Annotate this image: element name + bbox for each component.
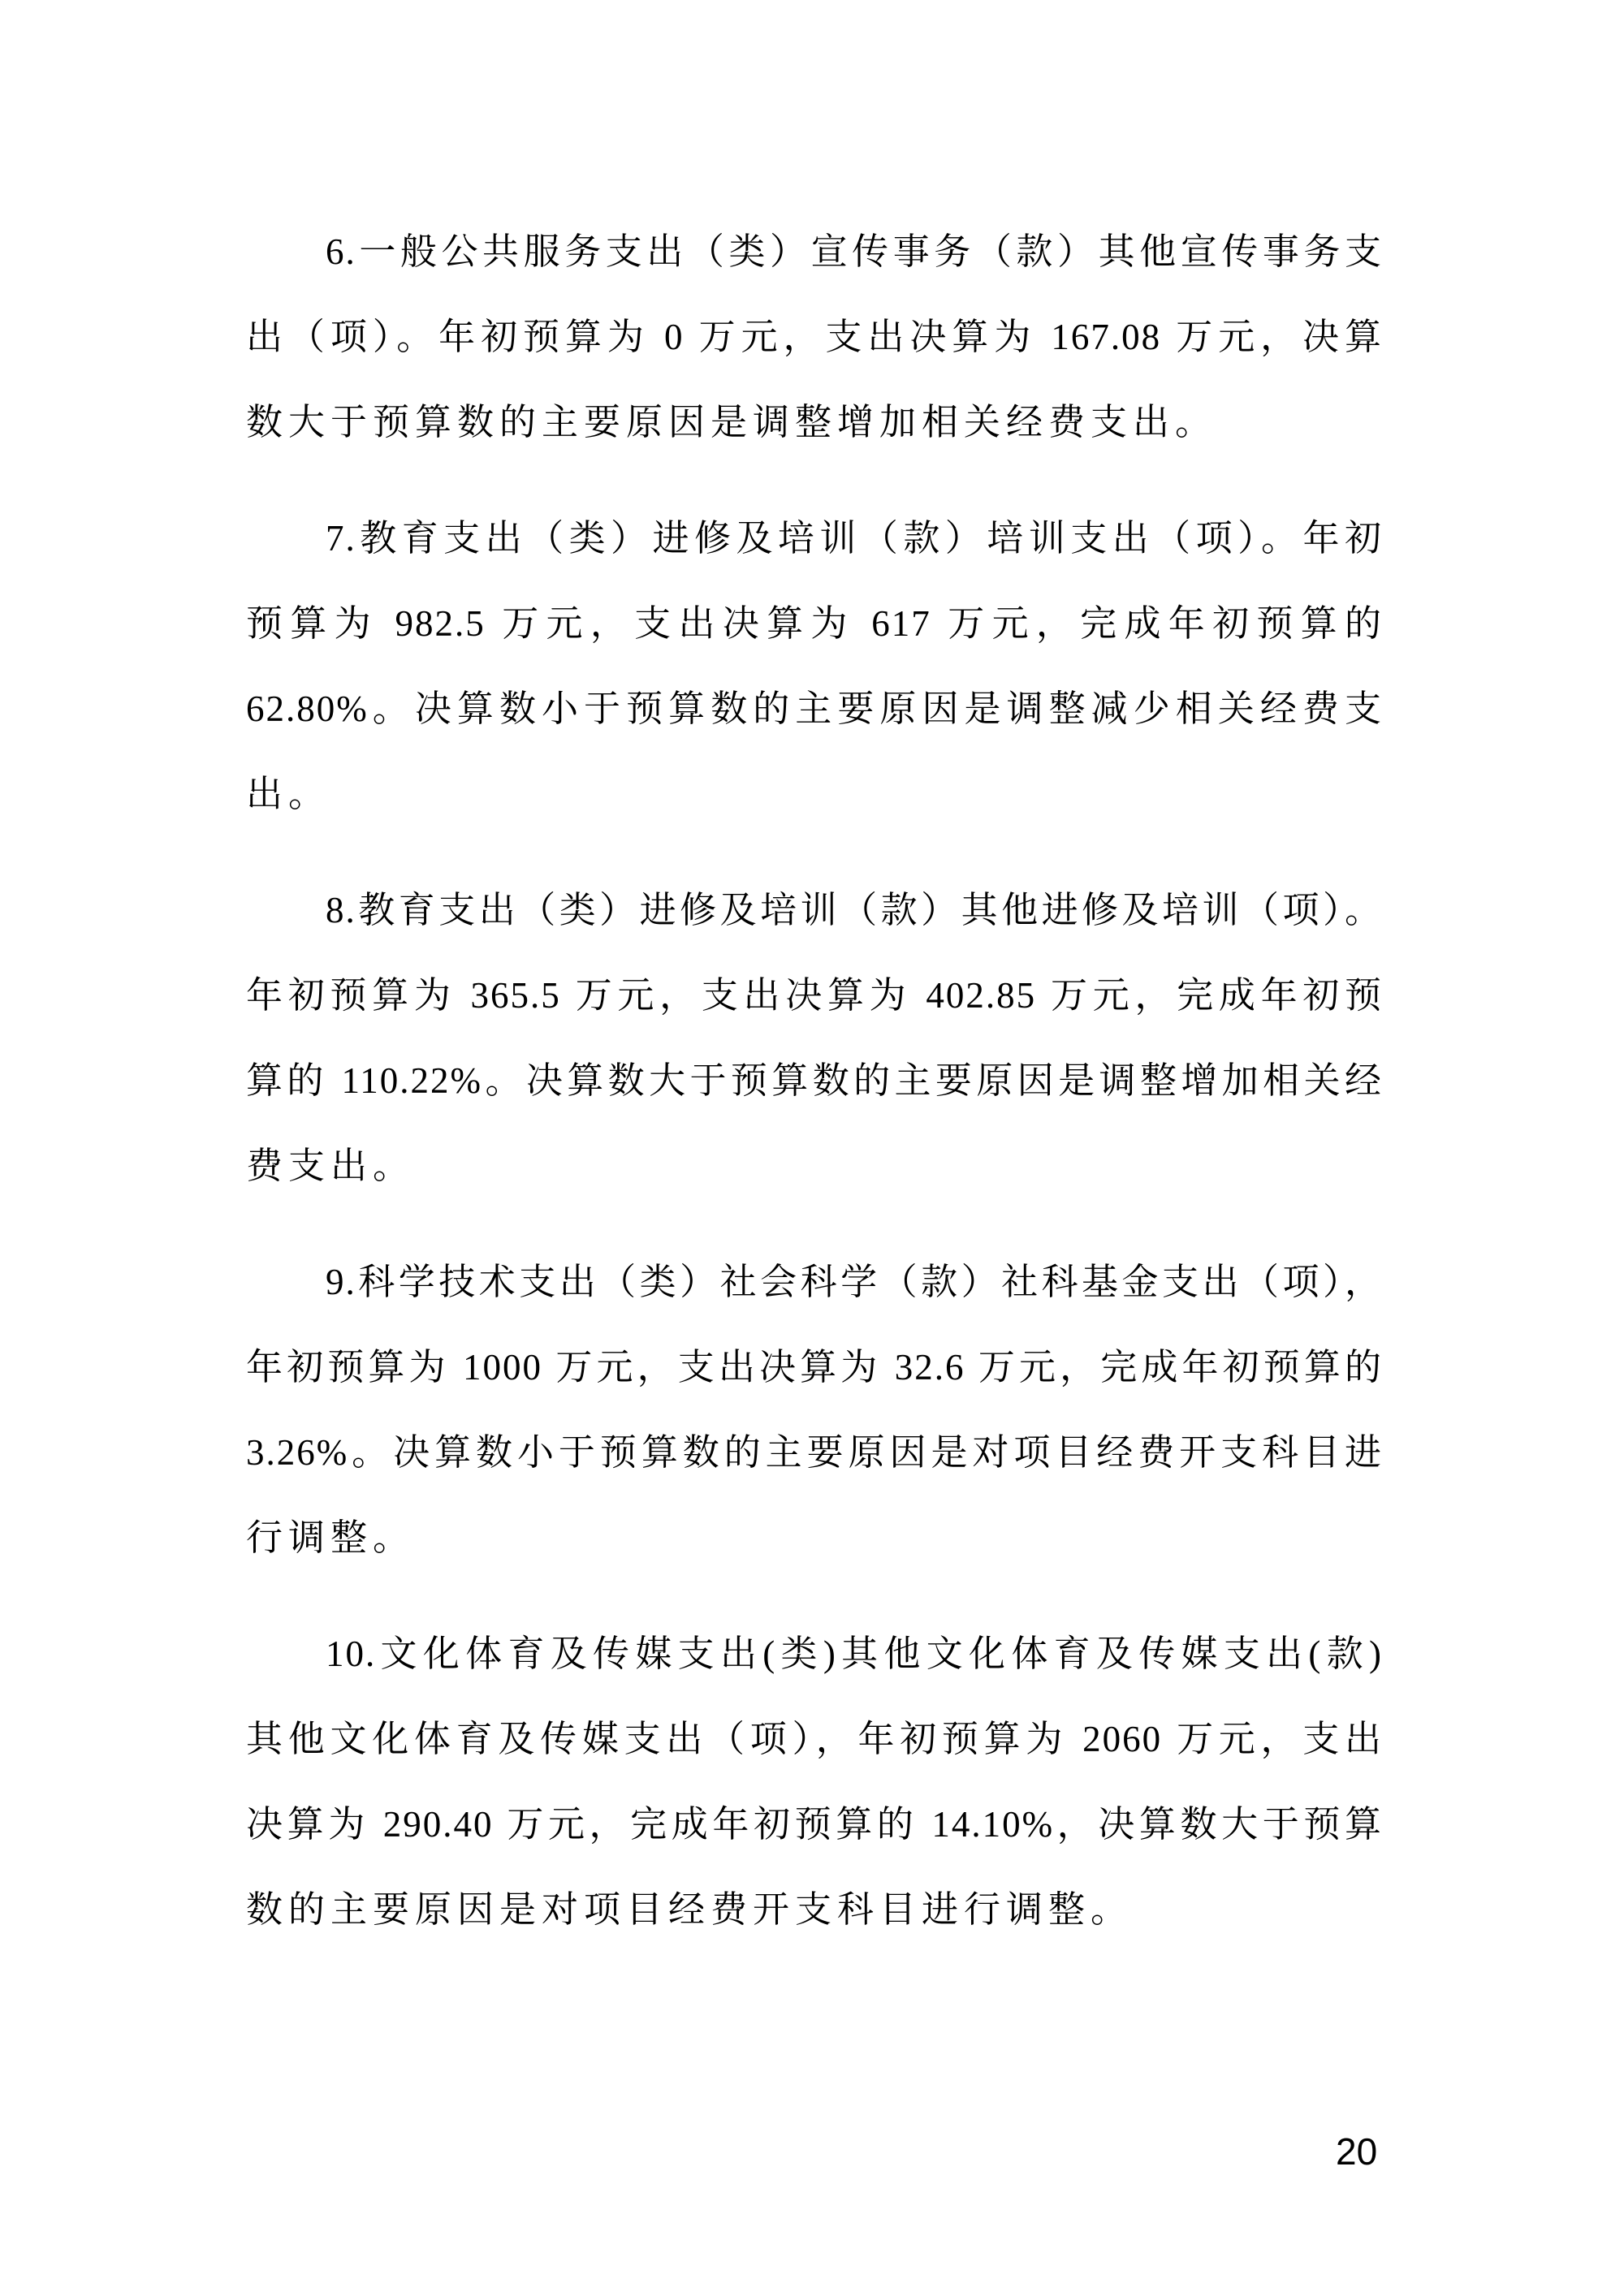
- text-line: 3.26%。决算数小于预算数的主要原因是对项目经费开支科目进: [246, 1432, 1383, 1473]
- text-line: 出（项）。年初预算为 0 万元，支出决算为 167.08 万元，决算: [246, 317, 1383, 357]
- text-line: 6.一般公共服务支出（类）宣传事务（款）其他宣传事务支: [326, 231, 1383, 272]
- text-line: 费支出。: [246, 1146, 416, 1186]
- text-line: 62.80%。决算数小于预算数的主要原因是调整减少相关经费支: [246, 688, 1383, 729]
- text-line: 行调整。: [246, 1517, 416, 1558]
- paragraph-item-7: [246, 496, 1383, 837]
- text-line: 10.文化体育及传媒支出(类)其他文化体育及传媒支出(款): [326, 1634, 1383, 1674]
- text-line: 年初预算为 1000 万元，支出决算为 32.6 万元，完成年初预算的: [246, 1347, 1383, 1388]
- paragraph-item-10: [246, 1612, 1383, 1953]
- paragraph-item-8: [246, 868, 1383, 1209]
- text-line: 数的主要原因是对项目经费开支科目进行调整。: [246, 1889, 1134, 1930]
- text-line: 出。: [246, 774, 331, 814]
- text-line: 数大于预算数的主要原因是调整增加相关经费支出。: [246, 402, 1218, 442]
- text-line: 其他文化体育及传媒支出（项），年初预算为 2060 万元，支出: [246, 1719, 1383, 1759]
- paragraph-item-9: [246, 1240, 1383, 1581]
- page-number: 20: [1336, 2130, 1378, 2173]
- paragraph-item-6: [246, 209, 1383, 465]
- text-line: 算的 110.22%。决算数大于预算数的主要原因是调整增加相关经: [246, 1060, 1383, 1101]
- text-line: 8.教育支出（类）进修及培训（款）其他进修及培训（项）。: [326, 890, 1383, 930]
- document-body: [246, 209, 1383, 1983]
- text-line: 9.科学技术支出（类）社会科学（款）社科基金支出（项），: [326, 1262, 1383, 1302]
- text-line: 7.教育支出（类）进修及培训（款）培训支出（项）。年初: [326, 518, 1383, 559]
- text-line: 年初预算为 365.5 万元，支出决算为 402.85 万元，完成年初预: [246, 975, 1383, 1016]
- text-line: 预算为 982.5 万元，支出决算为 617 万元，完成年初预算的: [246, 603, 1383, 644]
- text-line: 决算为 290.40 万元，完成年初预算的 14.10%，决算数大于预算: [246, 1804, 1383, 1845]
